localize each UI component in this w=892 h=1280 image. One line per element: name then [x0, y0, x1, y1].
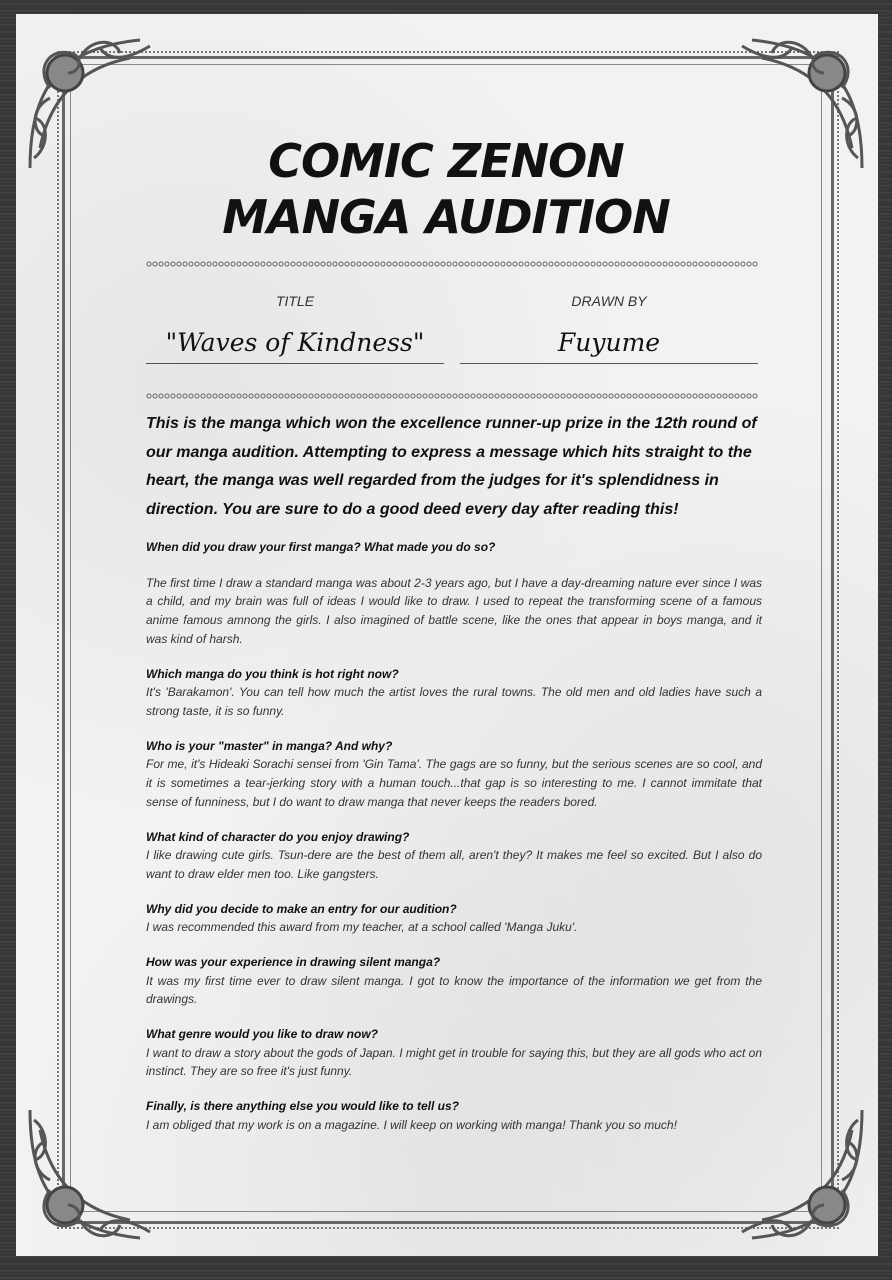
answer: I was recommended this award from my teacher, at a school called 'Manga Juku'. [146, 920, 578, 935]
answer: It was my first time ever to draw silent manga. I got to know the importance of the information we get from the drawings. [146, 973, 762, 1007]
qa-list [146, 538, 762, 1135]
question: Who is your "master" in manga? And why? [146, 738, 393, 753]
page-title-line-2: MANGA AUDITION [222, 190, 670, 244]
qa-item [146, 828, 762, 884]
qa-item [146, 953, 762, 1009]
qa-item [146, 737, 762, 812]
answer: It's 'Barakamon'. You can tell how much the artist loves the rural towns. The old men and old ladies have such a strong taste, it is so funny. [146, 685, 762, 718]
answer: I like drawing cute girls. Tsun-dere are the best of them all, aren't they? It makes me feel so excited. But I also do want to draw elder men too. Like gangsters. [146, 848, 762, 881]
question: How was your experience in drawing silent manga? [146, 955, 441, 970]
question: What kind of character do you enjoy drawing? [146, 829, 410, 844]
artist-name-value: Fuyume [460, 323, 758, 364]
question: Which manga do you think is hot right now? [146, 666, 399, 681]
title-label: TITLE [275, 293, 315, 309]
manga-title-value: "Waves of Kindness" [146, 323, 444, 364]
question: Finally, is there anything else you would like to tell us? [146, 1099, 459, 1114]
qa-item [146, 538, 762, 649]
question: When did you draw your first manga? What made you do so? [146, 540, 496, 554]
page-title-line-1: COMIC ZENON [268, 134, 624, 188]
answer: I want to draw a story about the gods of Japan. I might get in trouble for saying this, but they are all gods who act on instinct. They are so free it's just funny. [146, 1045, 762, 1079]
chain-divider [146, 393, 758, 399]
intro-paragraph: This is the manga which won the excellence runner-up prize in the 12th round of our manga audition. Attempting to express a message which hits straight to the heart, the manga was well regarded from the judges for it's splendidness in direction. You are sure to do a good deed every day after reading this! [146, 415, 757, 518]
qa-item [146, 900, 762, 937]
answer: I am obliged that my work is on a magazine. I will keep on working with manga! Thank you so much! [146, 1117, 677, 1132]
answer: For me, it's Hideaki Sorachi sensei from 'Gin Tama'. The gags are so funny, but the serious scenes are so cool, and it is sometimes a tear-jerking story with a human touch...that gap is so interesting to me. I cannot immitate that sense of funniness, but I do want to draw manga that never keeps the readers bored. [146, 757, 762, 809]
drawn-by-label: DRAWN BY [571, 293, 647, 309]
qa-item [146, 1025, 762, 1081]
question: Why did you decide to make an entry for our audition? [146, 901, 457, 916]
answer: The first time I draw a standard manga was about 2-3 years ago, but I have a day-dreaming nature ever since I was a child, and my brain was full of ideas I would like to draw. I used to repeat the transforming scene of a famous anime famous amnong the girls. I also imagined of battle scene, like the ones that appear in boys manga, and it was kind of harsh. [146, 575, 762, 646]
qa-item [146, 1097, 762, 1134]
question: What genre would you like to draw now? [146, 1027, 379, 1042]
qa-item [146, 665, 762, 721]
chain-divider [146, 261, 758, 267]
